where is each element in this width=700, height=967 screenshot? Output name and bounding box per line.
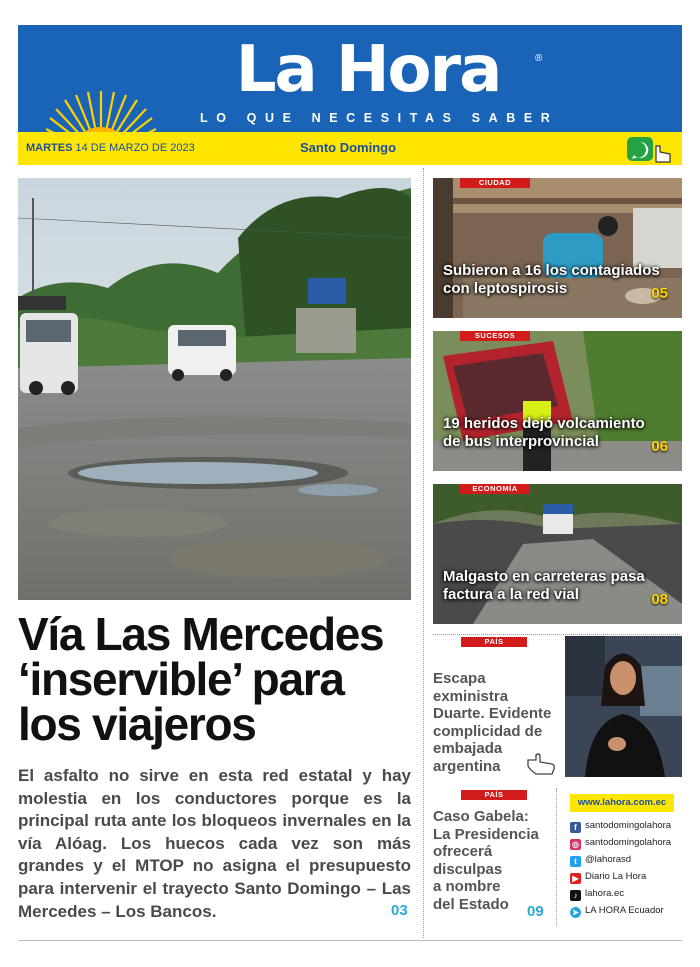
title-line: ofrecerá (433, 843, 493, 861)
social-label: LA HORA Ecuador (585, 905, 664, 916)
youtube-icon: ▶ (570, 873, 581, 884)
section-tag-pais: PAÍS (461, 637, 527, 647)
tiktok-icon: ♪ (570, 890, 581, 901)
logo-text[interactable]: La Hora (235, 33, 501, 107)
column-divider (556, 788, 557, 926)
twitter-icon: t (570, 856, 581, 867)
title-line: Subieron a 16 los contagiados (443, 262, 660, 279)
story-title (443, 415, 663, 450)
duarte-photo[interactable] (565, 636, 682, 777)
social-label: santodomingolahora (585, 820, 672, 831)
title-line: de bus interprovincial (443, 432, 599, 450)
social-instagram[interactable] (570, 837, 685, 850)
headline-line: los viajeros (18, 698, 256, 750)
column-divider (423, 168, 424, 938)
social-label: @lahorasd (585, 854, 632, 865)
story-page-number: 05 (651, 285, 668, 302)
telegram-icon: ➤ (570, 907, 581, 918)
edition-city: Santo Domingo (300, 140, 397, 155)
story-title (443, 568, 663, 603)
social-telegram[interactable] (570, 905, 685, 918)
bottom-rule (18, 940, 682, 941)
social-twitter[interactable] (570, 854, 685, 867)
title-line: con leptospirosis (443, 279, 568, 297)
whatsapp-icon[interactable] (626, 136, 674, 164)
social-facebook[interactable] (570, 820, 685, 833)
section-tag: SUCESOS (460, 331, 530, 341)
story-sucesos[interactable] (433, 331, 682, 471)
title-line: 19 heridos dejó volcamiento (443, 415, 645, 432)
social-tiktok[interactable] (570, 888, 685, 901)
title-line: Malgasto en carreteras pasa (443, 568, 645, 585)
title-line: del Estado (433, 895, 509, 913)
masthead (18, 25, 682, 132)
registered-mark: ® (535, 53, 543, 64)
title-line: Duarte. Evidente (433, 705, 552, 723)
section-tag: CIUDAD (460, 178, 530, 188)
main-lede: El asfalto no sirve en esta red estatal y hay molestia en los conductores porque es la principal ruta ante los bloqueos invernales en la vía Alóag. Los huecos cada vez son más grandes y el MTOP no asigna el presupuesto para intervenir el trayecto Santo Domingo – Las Mercedes – Los Bancos. (18, 766, 411, 921)
pais-story-gabela[interactable] (433, 808, 558, 914)
section-divider (433, 634, 682, 635)
story-page-number: 08 (651, 591, 668, 608)
title-line: Caso Gabela: (433, 808, 529, 825)
date-text: 14 DE MARZO DE 2023 (75, 142, 195, 154)
weekday: MARTES (26, 142, 73, 154)
headline-line: ‘inservible’ para (18, 653, 344, 705)
title-line: a nombre (433, 878, 501, 896)
title-line: argentina (433, 757, 501, 775)
main-headline[interactable] (18, 608, 418, 750)
story-ciudad[interactable] (433, 178, 682, 318)
social-youtube[interactable] (570, 871, 685, 884)
instagram-icon: ◎ (570, 839, 581, 850)
facebook-icon: f (570, 822, 581, 833)
social-label: Diario La Hora (585, 871, 647, 882)
story-title (443, 262, 663, 297)
story-economia[interactable] (433, 484, 682, 624)
title-line: La Presidencia (433, 825, 539, 843)
pais-page-number: 09 (527, 903, 544, 920)
tagline: LO QUE NECESITAS SABER (200, 111, 559, 125)
main-photo-road[interactable] (18, 178, 411, 600)
social-label: lahora.ec (585, 888, 625, 899)
title-line: disculpas (433, 860, 503, 878)
title-line: embajada (433, 740, 503, 758)
social-label: santodomingolahora (585, 837, 672, 848)
hand-pointer-icon[interactable] (524, 752, 558, 776)
website-link[interactable]: www.lahora.com.ec (570, 794, 674, 812)
story-page-number: 06 (651, 438, 668, 455)
title-line: complicidad de (433, 722, 543, 740)
edition-date (26, 142, 195, 154)
main-page-number: 03 (391, 902, 408, 919)
title-line: Escapa exministra (433, 670, 509, 705)
title-line: factura a la red vial (443, 585, 579, 603)
headline-line: Vía Las Mercedes (18, 608, 384, 660)
section-tag: ECONOMÍA (460, 484, 530, 494)
section-tag-pais: PAÍS (461, 790, 527, 800)
